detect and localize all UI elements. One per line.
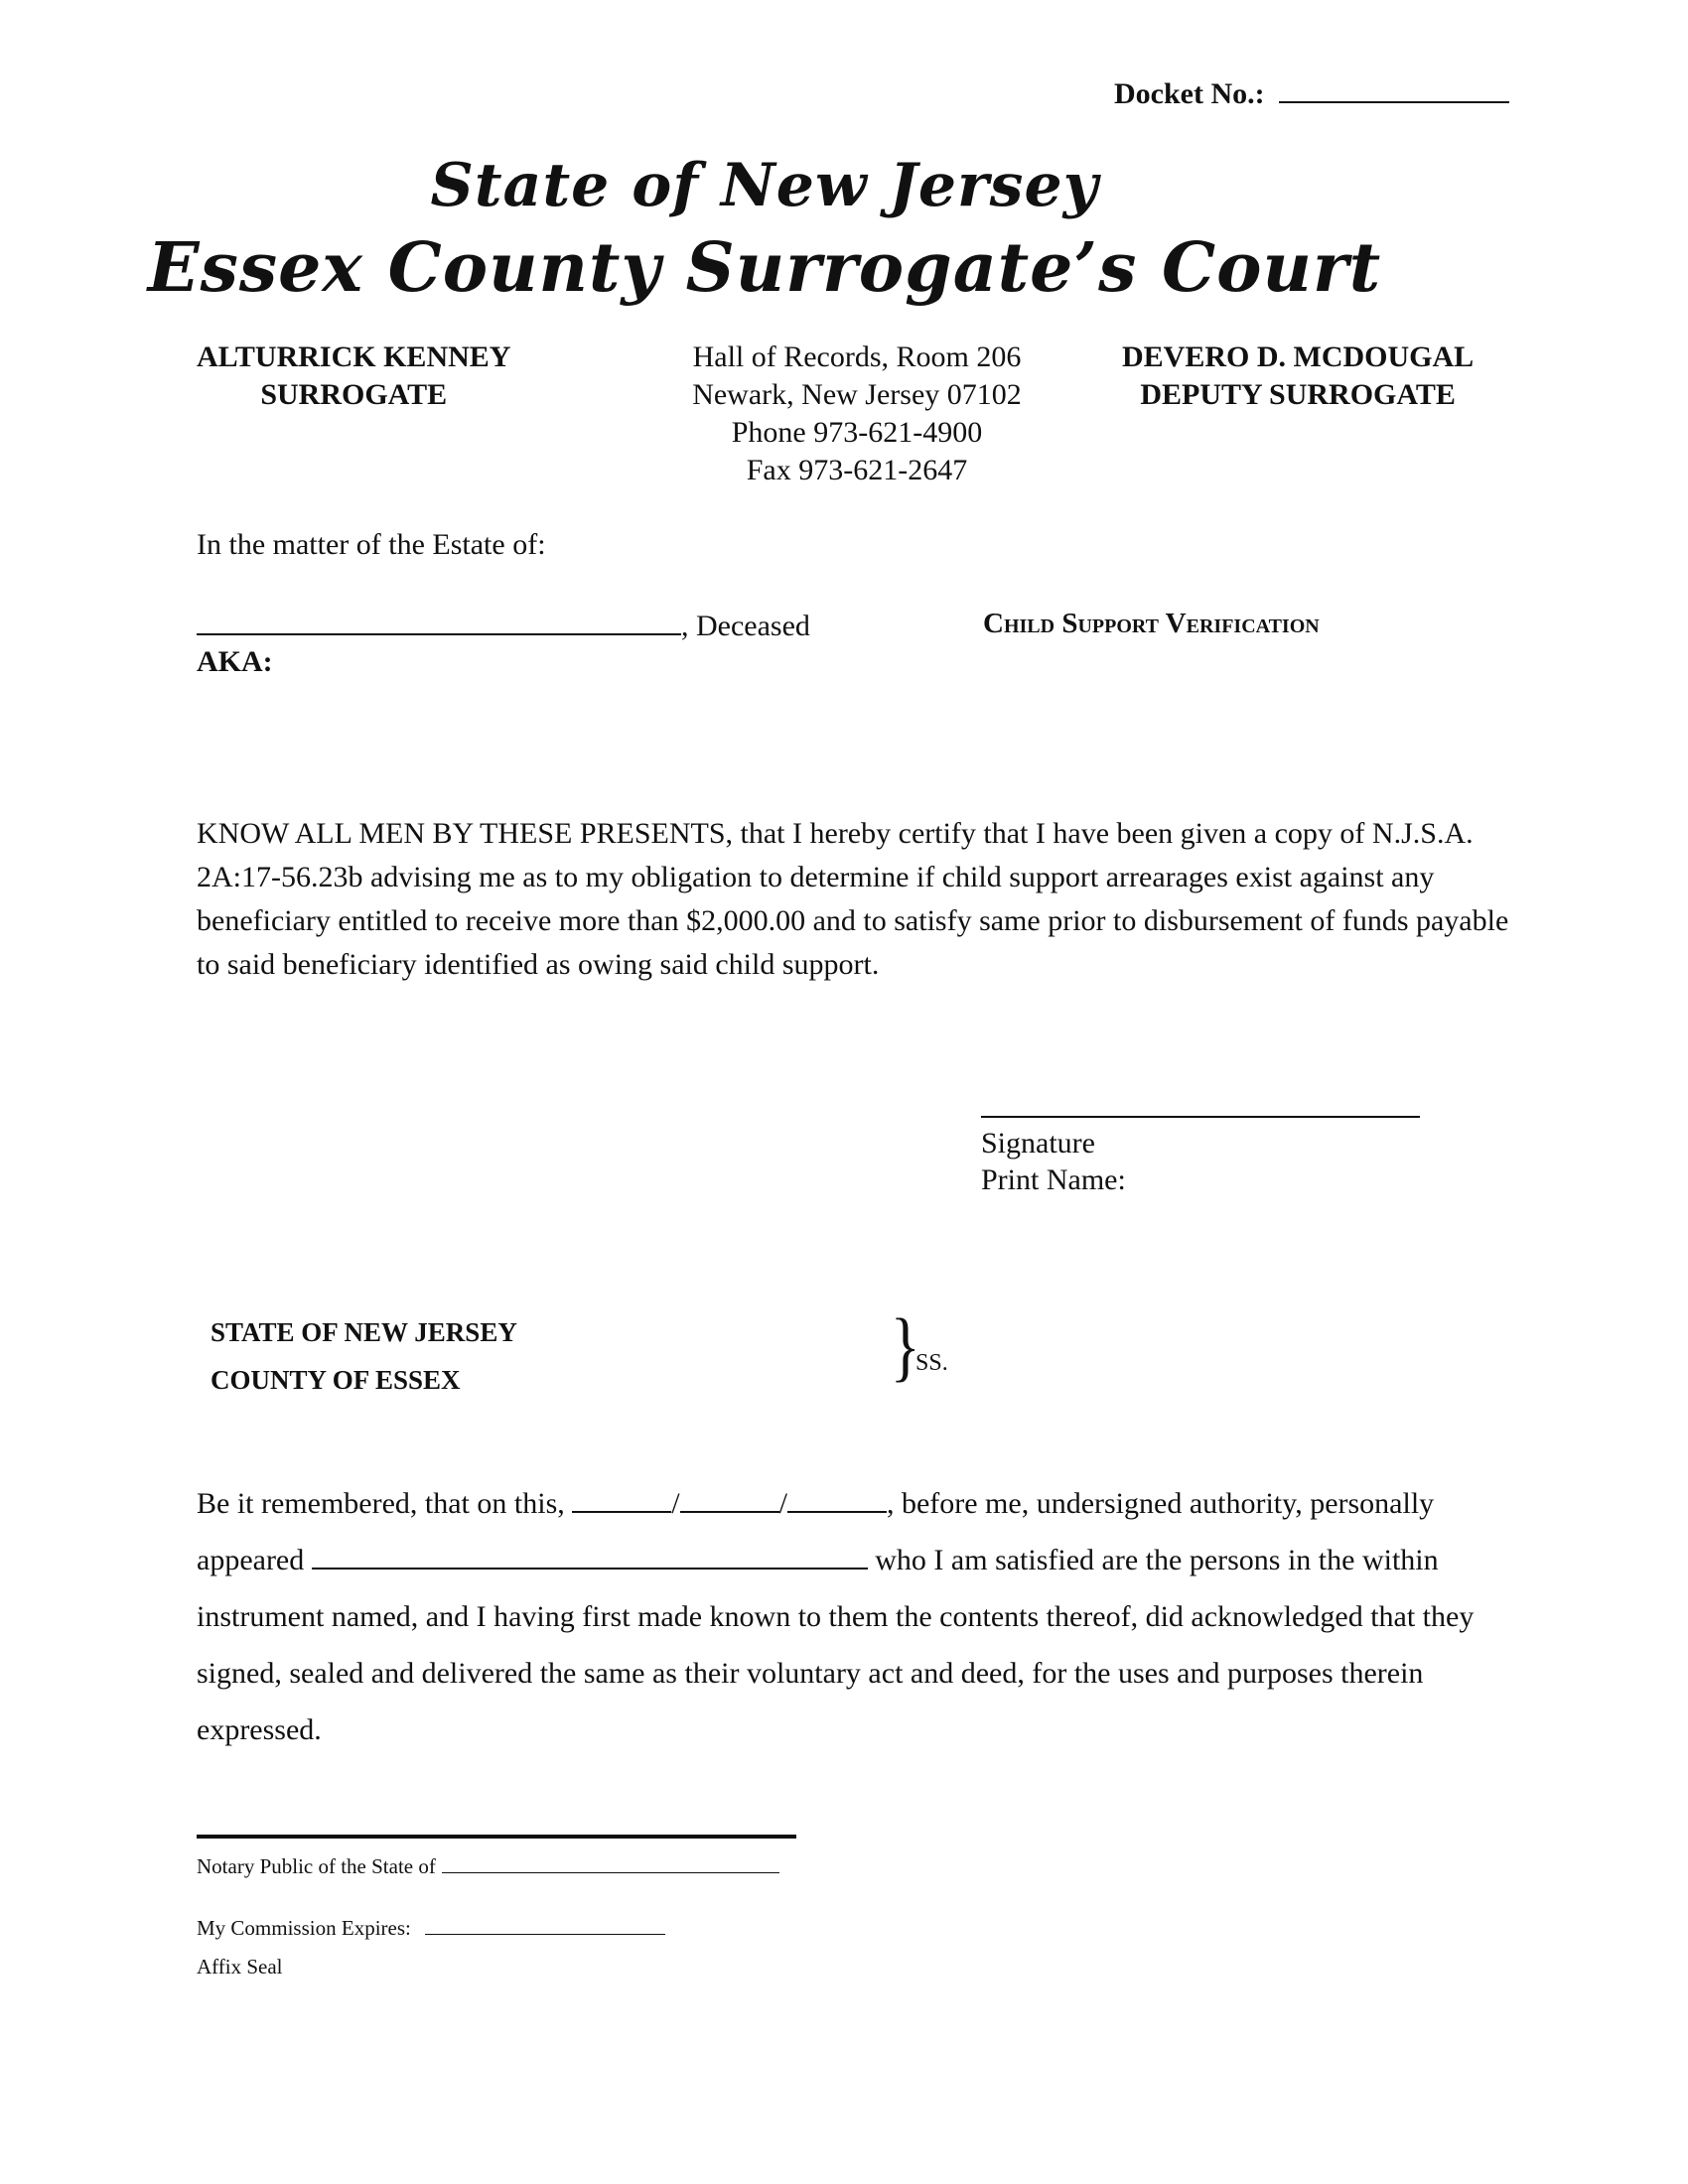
certification-paragraph: KNOW ALL MEN BY THESE PRESENTS, that I hereby certify that I have been given a copy of N.J.S.A. 2A:17-56.23b advising me as to my obligation to determine if child support arrearages exist against any beneficiary entitled to receive more than $2,000.00 and to satisfy same prior to disbursement of funds payable to said beneficiary identified as owing said child support. [197, 817, 1509, 981]
date-slash: / [671, 1487, 680, 1520]
venue-county: COUNTY OF ESSEX [211, 1365, 461, 1395]
deceased-row [197, 604, 810, 643]
surrogate-title: SURROGATE [260, 378, 448, 411]
venue-state: STATE OF NEW JERSEY [211, 1317, 517, 1347]
aka-label: AKA: [197, 645, 273, 678]
estate-matter-text: In the matter of the Estate of: [197, 528, 546, 561]
commission-row [197, 1916, 665, 1941]
court-title: Essex County Surrogate’s Court [147, 228, 1382, 308]
surrogate-name: ALTURRICK KENNEY [197, 341, 511, 373]
ack-middle: , before me, undersigned authority, personally appeared [197, 1487, 1435, 1576]
deputy-title: DEPUTY SURROGATE [1140, 378, 1456, 411]
docket-number [1114, 75, 1509, 111]
address-line-1: Hall of Records, Room 206 [692, 341, 1022, 373]
ss-abbreviation: SS. [915, 1350, 948, 1376]
ack-intro: Be it remembered, that on this, [197, 1487, 573, 1520]
affix-seal-label: Affix Seal [197, 1955, 283, 1979]
state-title: State of New Jersey [430, 151, 1099, 220]
venue-block [211, 1308, 517, 1404]
deceased-label: , Deceased [681, 610, 810, 642]
notary-state-label: Notary Public of the State of [197, 1854, 436, 1878]
deputy-block [1122, 339, 1474, 414]
date-day-field[interactable] [680, 1485, 779, 1513]
document-title: Child Support Verification [983, 608, 1320, 639]
commission-label: My Commission Expires: [197, 1916, 411, 1940]
docket-number-field[interactable] [1279, 75, 1509, 103]
print-name-label: Print Name: [981, 1163, 1126, 1196]
date-month-field[interactable] [572, 1485, 671, 1513]
notary-signature-line[interactable] [197, 1835, 796, 1839]
date-slash: / [778, 1487, 787, 1520]
venue-brace: } [890, 1302, 920, 1389]
deceased-name-field[interactable] [197, 604, 681, 635]
phone-number: Phone 973-621-4900 [731, 416, 983, 449]
ack-closing: who I am satisfied are the persons in the within instrument named, and I having first made known to them the contents thereof, did acknowledged that they signed, sealed and delivered the same as their voluntary act and deed, for the uses and purposes therein expressed. [197, 1544, 1475, 1746]
commission-expires-field[interactable] [425, 1916, 665, 1935]
acknowledgment-paragraph [197, 1475, 1547, 1758]
signature-label: Signature [981, 1127, 1095, 1160]
address-line-2: Newark, New Jersey 07102 [692, 378, 1022, 411]
date-year-field[interactable] [787, 1485, 887, 1513]
signature-line[interactable] [981, 1116, 1420, 1118]
notary-state-row [197, 1854, 779, 1879]
appeared-name-field[interactable] [312, 1542, 868, 1570]
deputy-name: DEVERO D. MCDOUGAL [1122, 341, 1475, 373]
notary-state-field[interactable] [442, 1854, 779, 1873]
fax-number: Fax 973-621-2647 [746, 454, 968, 486]
docket-label: Docket No.: [1114, 77, 1265, 110]
